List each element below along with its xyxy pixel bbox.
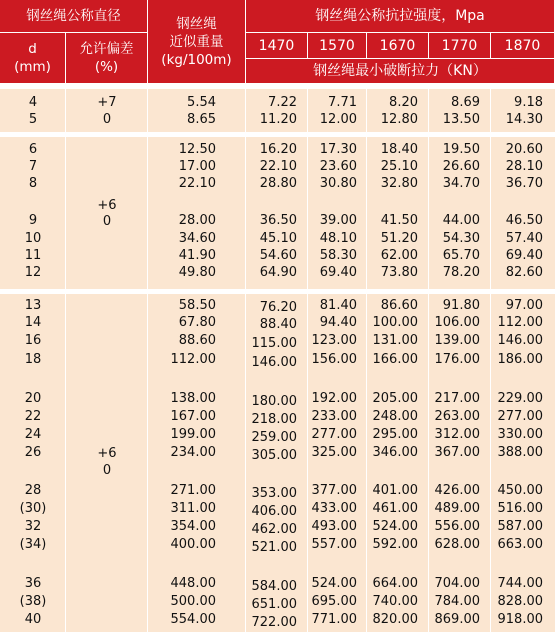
breaking-force-1870-cell: 20.60 [505, 142, 543, 157]
breaking-force-1570-cell: 771.00 [311, 612, 357, 627]
breaking-force-1870-cell: 14.30 [505, 112, 543, 127]
weight-cell: 22.10 [178, 176, 216, 191]
breaking-force-1470-cell: 36.50 [259, 213, 297, 228]
weight-cell: 554.00 [170, 612, 216, 627]
diameter-cell: 36 [24, 576, 42, 591]
weight-cell: 271.00 [170, 483, 216, 498]
breaking-force-1670-cell: 25.10 [380, 159, 418, 174]
weight-cell: 49.80 [178, 265, 216, 280]
diameter-cell: 22 [24, 409, 42, 424]
breaking-force-1470-cell: 406.00 [251, 504, 297, 519]
breaking-force-1670-cell: 18.40 [380, 142, 418, 157]
breaking-force-1470-cell: 7.22 [268, 95, 297, 110]
breaking-force-1470-cell: 218.00 [251, 412, 297, 427]
breaking-force-1570-cell: 433.00 [311, 501, 357, 516]
breaking-force-1670-cell: 131.00 [372, 333, 418, 348]
breaking-force-1670-cell: 248.00 [372, 409, 418, 424]
weight-cell: 138.00 [170, 391, 216, 406]
diameter-cell: 5 [28, 112, 38, 127]
breaking-force-1670-cell: 592.00 [372, 537, 418, 552]
breaking-force-1570-cell: 325.00 [311, 445, 357, 460]
breaking-force-1570-cell: 7.71 [328, 95, 357, 110]
breaking-force-1770-cell: 65.70 [442, 248, 480, 263]
breaking-force-1670-cell: 346.00 [372, 445, 418, 460]
breaking-force-1870-cell: 97.00 [505, 298, 543, 313]
diameter-cell: (30) [19, 501, 47, 516]
weight-cell: 400.00 [170, 537, 216, 552]
breaking-force-1470-cell: 584.00 [251, 579, 297, 594]
diameter-cell: 13 [24, 298, 42, 313]
weight-cell: 28.00 [178, 213, 216, 228]
breaking-force-1870-cell: 28.10 [505, 159, 543, 174]
breaking-force-1570-cell: 123.00 [311, 333, 357, 348]
d-unit: (mm) [14, 59, 51, 75]
breaking-force-1770-cell: 367.00 [434, 445, 480, 460]
breaking-force-1670-cell: 820.00 [372, 612, 418, 627]
weight-cell: 5.54 [187, 95, 216, 110]
tolerance-unit: (%) [94, 59, 119, 75]
breaking-force-1870-cell: 663.00 [497, 537, 543, 552]
breaking-force-1570-cell: 377.00 [311, 483, 357, 498]
breaking-force-1470-cell: 722.00 [251, 615, 297, 630]
breaking-force-1870-cell: 36.70 [505, 176, 543, 191]
breaking-force-1570-cell: 69.40 [319, 265, 357, 280]
diameter-cell: 9 [28, 213, 38, 228]
breaking-force-1770-cell: 8.69 [451, 95, 480, 110]
weight-cell: 41.90 [178, 248, 216, 263]
grade-1770: 1770 [429, 33, 491, 59]
breaking-force-1570-cell: 192.00 [311, 391, 357, 406]
tolerance-minus: 0 [102, 463, 112, 478]
tolerance-header [66, 33, 148, 84]
strength-title: 钢丝绳公称抗拉强度，Mpa [246, 0, 555, 33]
breaking-force-1570-cell: 12.00 [319, 112, 357, 127]
breaking-force-1770-cell: 78.20 [442, 265, 480, 280]
breaking-force-1670-cell: 41.50 [380, 213, 418, 228]
tolerance-label: 允许偏差 [79, 41, 134, 57]
breaking-force-1870-cell: 330.00 [497, 427, 543, 442]
diameter-cell: (38) [19, 594, 47, 609]
breaking-force-1870-cell: 388.00 [497, 445, 543, 460]
diameter-cell: 10 [24, 231, 42, 246]
weight-cell: 167.00 [170, 409, 216, 424]
breaking-force-1870-cell: 146.00 [497, 333, 543, 348]
breaking-force-1670-cell: 51.20 [380, 231, 418, 246]
breaking-force-1870-cell: 112.00 [497, 315, 543, 330]
breaking-force-1770-cell: 312.00 [434, 427, 480, 442]
breaking-force-1770-cell: 628.00 [434, 537, 480, 552]
breaking-force-1570-cell: 695.00 [311, 594, 357, 609]
breaking-force-1870-cell: 516.00 [497, 501, 543, 516]
breaking-force-1670-cell: 401.00 [372, 483, 418, 498]
breaking-force-1570-cell: 48.10 [319, 231, 357, 246]
breaking-force-1670-cell: 100.00 [372, 315, 418, 330]
d-label: d [28, 41, 37, 57]
breaking-force-1770-cell: 784.00 [434, 594, 480, 609]
weight-cell: 88.60 [178, 333, 216, 348]
breaking-force-1770-cell: 556.00 [434, 519, 480, 534]
diameter-cell: 6 [28, 142, 38, 157]
breaking-force-1570-cell: 233.00 [311, 409, 357, 424]
weight-cell: 448.00 [170, 576, 216, 591]
weight-header [148, 0, 246, 84]
breaking-force-1770-cell: 13.50 [442, 112, 480, 127]
breaking-force-1870-cell: 828.00 [497, 594, 543, 609]
diameter-cell: 7 [28, 159, 38, 174]
diameter-cell: 28 [24, 483, 42, 498]
breaking-force-1670-cell: 461.00 [372, 501, 418, 516]
weight-cell: 67.80 [178, 315, 216, 330]
diameter-cell: (34) [19, 537, 47, 552]
breaking-force-1570-cell: 30.80 [319, 176, 357, 191]
breaking-force-1770-cell: 263.00 [434, 409, 480, 424]
breaking-force-1770-cell: 489.00 [434, 501, 480, 516]
breaking-force-1570-cell: 23.60 [319, 159, 357, 174]
weight-cell: 58.50 [178, 298, 216, 313]
diameter-cell: 40 [24, 612, 42, 627]
breaking-force-1770-cell: 34.70 [442, 176, 480, 191]
weight-label-2: 近似重量 [169, 33, 224, 50]
breaking-force-label: 钢丝绳最小破断拉力（KN） [246, 59, 555, 84]
weight-cell: 8.65 [187, 112, 216, 127]
breaking-force-1470-cell: 651.00 [251, 597, 297, 612]
weight-cell: 311.00 [170, 501, 216, 516]
tolerance-minus: 0 [102, 112, 112, 127]
breaking-force-1470-cell: 11.20 [259, 112, 297, 127]
tolerance-plus: +6 [97, 198, 117, 213]
breaking-force-1870-cell: 9.18 [514, 95, 543, 110]
breaking-force-1570-cell: 39.00 [319, 213, 357, 228]
breaking-force-1470-cell: 16.20 [259, 142, 297, 157]
breaking-force-1470-cell: 259.00 [251, 430, 297, 445]
breaking-force-1870-cell: 450.00 [497, 483, 543, 498]
weight-unit: (kg/100m) [161, 51, 232, 68]
breaking-force-1870-cell: 744.00 [497, 576, 543, 591]
breaking-force-1670-cell: 295.00 [372, 427, 418, 442]
breaking-force-1870-cell: 57.40 [505, 231, 543, 246]
grade-1570: 1570 [308, 33, 367, 59]
breaking-force-1670-cell: 12.80 [380, 112, 418, 127]
breaking-force-1570-cell: 58.30 [319, 248, 357, 263]
breaking-force-1670-cell: 524.00 [372, 519, 418, 534]
breaking-force-1470-cell: 521.00 [251, 540, 297, 555]
diameter-cell: 16 [24, 333, 42, 348]
breaking-force-1670-cell: 205.00 [372, 391, 418, 406]
weight-cell: 112.00 [170, 352, 216, 367]
tolerance-plus: +6 [97, 446, 117, 461]
breaking-force-1670-cell: 664.00 [372, 576, 418, 591]
breaking-force-1670-cell: 740.00 [372, 594, 418, 609]
breaking-force-1470-cell: 115.00 [251, 336, 297, 351]
diameter-cell: 20 [24, 391, 42, 406]
breaking-force-1770-cell: 106.00 [434, 315, 480, 330]
diameter-cell: 24 [24, 427, 42, 442]
tolerance-plus: +7 [97, 95, 117, 110]
breaking-force-1770-cell: 426.00 [434, 483, 480, 498]
weight-cell: 234.00 [170, 445, 216, 460]
breaking-force-1570-cell: 94.40 [319, 315, 357, 330]
breaking-force-1870-cell: 229.00 [497, 391, 543, 406]
breaking-force-1470-cell: 22.10 [259, 159, 297, 174]
breaking-force-1870-cell: 69.40 [505, 248, 543, 263]
breaking-force-1770-cell: 704.00 [434, 576, 480, 591]
grade-1670: 1670 [367, 33, 429, 59]
breaking-force-1670-cell: 32.80 [380, 176, 418, 191]
breaking-force-1670-cell: 166.00 [372, 352, 418, 367]
diameter-cell: 14 [24, 315, 42, 330]
tolerance-minus: 0 [102, 214, 112, 229]
breaking-force-1470-cell: 54.60 [259, 248, 297, 263]
breaking-force-1570-cell: 557.00 [311, 537, 357, 552]
weight-cell: 12.50 [178, 142, 216, 157]
breaking-force-1770-cell: 176.00 [434, 352, 480, 367]
breaking-force-1670-cell: 86.60 [380, 298, 418, 313]
breaking-force-1470-cell: 146.00 [251, 355, 297, 370]
breaking-force-1470-cell: 88.40 [259, 317, 297, 332]
breaking-force-1570-cell: 81.40 [319, 298, 357, 313]
breaking-force-1570-cell: 277.00 [311, 427, 357, 442]
weight-cell: 199.00 [170, 427, 216, 442]
diameter-cell: 12 [24, 265, 42, 280]
diameter-cell: 18 [24, 352, 42, 367]
diameter-cell: 32 [24, 519, 42, 534]
breaking-force-1570-cell: 156.00 [311, 352, 357, 367]
breaking-force-1470-cell: 462.00 [251, 522, 297, 537]
breaking-force-1470-cell: 353.00 [251, 486, 297, 501]
diameter-cell: 11 [24, 248, 42, 263]
breaking-force-1470-cell: 64.90 [259, 265, 297, 280]
d-header [0, 33, 66, 84]
breaking-force-1470-cell: 305.00 [251, 448, 297, 463]
breaking-force-1670-cell: 8.20 [389, 95, 418, 110]
breaking-force-1570-cell: 524.00 [311, 576, 357, 591]
breaking-force-1870-cell: 918.00 [497, 612, 543, 627]
breaking-force-1570-cell: 17.30 [319, 142, 357, 157]
breaking-force-1770-cell: 217.00 [434, 391, 480, 406]
breaking-force-1470-cell: 76.20 [259, 300, 297, 315]
breaking-force-1470-cell: 28.80 [259, 176, 297, 191]
breaking-force-1470-cell: 45.10 [259, 231, 297, 246]
weight-cell: 354.00 [170, 519, 216, 534]
diameter-cell: 8 [28, 176, 38, 191]
breaking-force-1870-cell: 46.50 [505, 213, 543, 228]
weight-label-1: 钢丝绳 [176, 15, 217, 32]
breaking-force-1770-cell: 19.50 [442, 142, 480, 157]
breaking-force-1870-cell: 277.00 [497, 409, 543, 424]
breaking-force-1470-cell: 180.00 [251, 394, 297, 409]
breaking-force-1670-cell: 62.00 [380, 248, 418, 263]
diameter-group-header: 钢丝绳公称直径 [0, 0, 148, 33]
breaking-force-1870-cell: 82.60 [505, 265, 543, 280]
breaking-force-1670-cell: 73.80 [380, 265, 418, 280]
grade-1870: 1870 [491, 33, 555, 59]
breaking-force-1770-cell: 44.00 [442, 213, 480, 228]
breaking-force-1770-cell: 26.60 [442, 159, 480, 174]
weight-cell: 34.60 [178, 231, 216, 246]
weight-cell: 500.00 [170, 594, 216, 609]
breaking-force-1770-cell: 91.80 [442, 298, 480, 313]
grade-1470: 1470 [246, 33, 308, 59]
breaking-force-1770-cell: 139.00 [434, 333, 480, 348]
breaking-force-1870-cell: 587.00 [497, 519, 543, 534]
breaking-force-1770-cell: 54.30 [442, 231, 480, 246]
breaking-force-1770-cell: 869.00 [434, 612, 480, 627]
diameter-cell: 26 [24, 445, 42, 460]
breaking-force-1870-cell: 186.00 [497, 352, 543, 367]
breaking-force-1570-cell: 493.00 [311, 519, 357, 534]
diameter-cell: 4 [28, 95, 38, 110]
weight-cell: 17.00 [178, 159, 216, 174]
